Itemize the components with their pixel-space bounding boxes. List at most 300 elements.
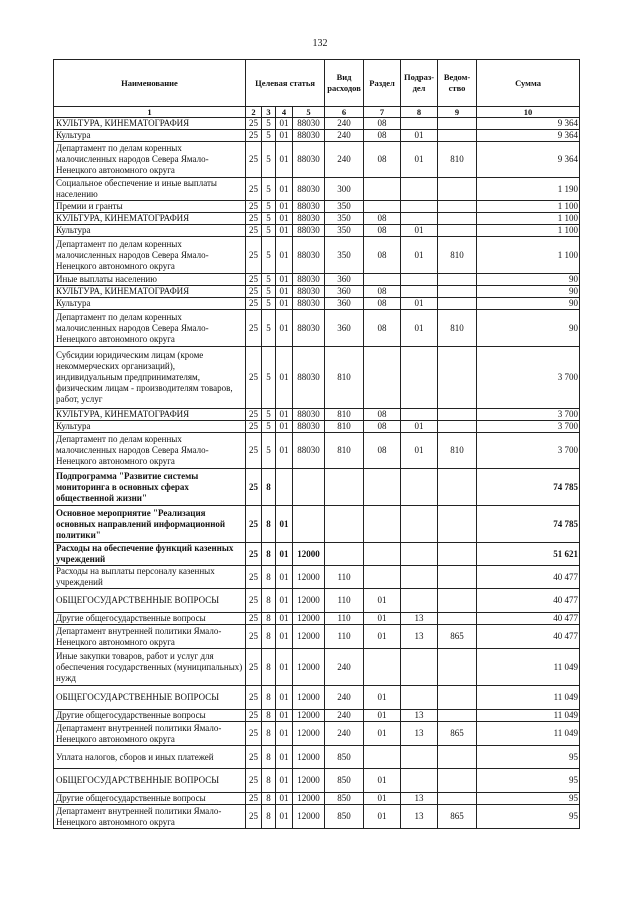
row-direction: 88030 (293, 225, 325, 237)
row-event: 01 (276, 213, 293, 225)
row-sum: 1 100 (477, 225, 580, 237)
row-event: 01 (276, 225, 293, 237)
row-program: 25 (246, 793, 262, 805)
row-direction: 88030 (293, 118, 325, 130)
row-vedomstvo (438, 286, 477, 298)
row-name: Другие общегосударственные вопросы (54, 793, 246, 805)
row-program: 25 (246, 130, 262, 142)
table-row (54, 805, 580, 829)
row-sum: 90 (477, 310, 580, 347)
table-row (54, 469, 580, 506)
header-podrazdel: Подраз-дел (401, 60, 438, 107)
table-row (54, 347, 580, 409)
row-event: 01 (276, 625, 293, 649)
table-row (54, 421, 580, 433)
row-program: 25 (246, 722, 262, 746)
row-razdel (364, 649, 401, 686)
row-name: Основное мероприятие "Реализация основных направлений информационной политики" (54, 506, 246, 543)
row-event: 01 (276, 310, 293, 347)
row-podrazdel: 13 (401, 710, 438, 722)
row-name: Премии и гранты (54, 201, 246, 213)
row-podrazdel: 01 (401, 433, 438, 469)
row-direction: 12000 (293, 686, 325, 710)
row-name: КУЛЬТУРА, КИНЕМАТОГРАФИЯ (54, 213, 246, 225)
row-podrazdel (401, 506, 438, 543)
row-sum: 1 190 (477, 178, 580, 201)
row-name: Культура (54, 225, 246, 237)
table-row (54, 142, 580, 178)
table-body (54, 118, 580, 829)
column-number: 3 (262, 107, 276, 118)
row-razdel (364, 506, 401, 543)
row-name: ОБЩЕГОСУДАРСТВЕННЫЕ ВОПРОСЫ (54, 686, 246, 710)
row-program: 25 (246, 589, 262, 613)
row-event: 01 (276, 201, 293, 213)
row-sum: 51 621 (477, 543, 580, 566)
row-podrazdel (401, 746, 438, 769)
row-podrazdel (401, 201, 438, 213)
row-vedomstvo: 810 (438, 142, 477, 178)
row-vid: 240 (325, 710, 364, 722)
table-row (54, 686, 580, 710)
row-podrazdel (401, 589, 438, 613)
row-sum: 40 477 (477, 613, 580, 625)
row-vedomstvo (438, 178, 477, 201)
row-vedomstvo (438, 201, 477, 213)
row-program: 25 (246, 649, 262, 686)
row-sum: 90 (477, 274, 580, 286)
row-subprogram: 8 (262, 566, 276, 589)
row-sum: 3 700 (477, 421, 580, 433)
row-direction: 88030 (293, 178, 325, 201)
row-name: ОБЩЕГОСУДАРСТВЕННЫЕ ВОПРОСЫ (54, 769, 246, 793)
row-vedomstvo (438, 409, 477, 421)
table-row (54, 649, 580, 686)
row-name: Культура (54, 421, 246, 433)
table-row (54, 118, 580, 130)
row-vid: 360 (325, 310, 364, 347)
row-razdel: 01 (364, 625, 401, 649)
row-name: ОБЩЕГОСУДАРСТВЕННЫЕ ВОПРОСЫ (54, 589, 246, 613)
row-program: 25 (246, 769, 262, 793)
row-razdel (364, 274, 401, 286)
row-vedomstvo (438, 225, 477, 237)
row-name: Департамент внутренней политики Ямало-Ненецкого автономного округа (54, 805, 246, 829)
row-sum: 3 700 (477, 347, 580, 409)
header-vid: Вид расходов (325, 60, 364, 107)
row-vedomstvo: 865 (438, 805, 477, 829)
row-program: 25 (246, 310, 262, 347)
row-razdel (364, 201, 401, 213)
budget-table (53, 59, 580, 829)
table-row (54, 213, 580, 225)
row-sum: 9 364 (477, 130, 580, 142)
row-vid: 810 (325, 433, 364, 469)
row-subprogram: 8 (262, 469, 276, 506)
row-podrazdel: 13 (401, 613, 438, 625)
row-razdel (364, 178, 401, 201)
row-vedomstvo (438, 213, 477, 225)
row-vedomstvo (438, 589, 477, 613)
row-podrazdel (401, 118, 438, 130)
row-sum: 95 (477, 769, 580, 793)
row-program: 25 (246, 286, 262, 298)
row-subprogram: 8 (262, 722, 276, 746)
row-direction: 88030 (293, 433, 325, 469)
row-direction: 12000 (293, 769, 325, 793)
row-podrazdel (401, 274, 438, 286)
row-subprogram: 5 (262, 130, 276, 142)
row-subprogram: 8 (262, 769, 276, 793)
row-vid: 810 (325, 409, 364, 421)
row-program: 25 (246, 118, 262, 130)
row-sum: 1 100 (477, 213, 580, 225)
row-subprogram: 5 (262, 409, 276, 421)
table-row (54, 746, 580, 769)
column-number-row (54, 107, 580, 118)
row-name: Департамент по делам коренных малочисленных народов Севера Ямало-Ненецкого автономного округа (54, 142, 246, 178)
row-podrazdel (401, 543, 438, 566)
row-event: 01 (276, 566, 293, 589)
row-subprogram: 5 (262, 274, 276, 286)
column-number: 6 (325, 107, 364, 118)
row-razdel: 01 (364, 589, 401, 613)
row-direction (293, 506, 325, 543)
row-razdel: 01 (364, 613, 401, 625)
row-direction: 12000 (293, 805, 325, 829)
row-vedomstvo (438, 566, 477, 589)
row-direction: 88030 (293, 130, 325, 142)
row-event: 01 (276, 793, 293, 805)
row-vid: 350 (325, 213, 364, 225)
row-sum: 11 049 (477, 686, 580, 710)
row-vedomstvo (438, 793, 477, 805)
column-number: 9 (438, 107, 477, 118)
row-podrazdel (401, 769, 438, 793)
row-program: 25 (246, 566, 262, 589)
row-program: 25 (246, 274, 262, 286)
row-event: 01 (276, 506, 293, 543)
row-program: 25 (246, 409, 262, 421)
row-subprogram: 8 (262, 746, 276, 769)
table-row (54, 433, 580, 469)
row-vid: 360 (325, 298, 364, 310)
row-program: 25 (246, 543, 262, 566)
row-podrazdel: 01 (401, 298, 438, 310)
row-event: 01 (276, 543, 293, 566)
header-vedomstvo: Ведом-ство (438, 60, 477, 107)
row-program: 25 (246, 433, 262, 469)
row-vedomstvo: 810 (438, 310, 477, 347)
row-program: 25 (246, 237, 262, 274)
page-number: 132 (312, 38, 328, 49)
row-podrazdel: 13 (401, 805, 438, 829)
row-vid: 350 (325, 201, 364, 213)
table-row (54, 722, 580, 746)
table-row (54, 409, 580, 421)
row-direction: 88030 (293, 274, 325, 286)
row-direction: 88030 (293, 213, 325, 225)
row-name: КУЛЬТУРА, КИНЕМАТОГРАФИЯ (54, 118, 246, 130)
row-event: 01 (276, 589, 293, 613)
row-vid: 810 (325, 347, 364, 409)
row-name: Департамент по делам коренных малочисленных народов Севера Ямало-Ненецкого автономного округа (54, 237, 246, 274)
row-event: 01 (276, 298, 293, 310)
row-name: Культура (54, 130, 246, 142)
row-name: Субсидии юридическим лицам (кроме некоммерческих организаций), индивидуальным предпринимателям, физическим лицам - производителям товаров, работ, услуг (54, 347, 246, 409)
row-podrazdel: 01 (401, 130, 438, 142)
row-vedomstvo: 865 (438, 722, 477, 746)
row-direction: 12000 (293, 722, 325, 746)
row-podrazdel (401, 409, 438, 421)
row-podrazdel: 01 (401, 142, 438, 178)
row-razdel (364, 347, 401, 409)
row-razdel: 01 (364, 793, 401, 805)
row-name: Иные выплаты населению (54, 274, 246, 286)
row-podrazdel (401, 469, 438, 506)
row-vid: 110 (325, 625, 364, 649)
row-razdel (364, 543, 401, 566)
row-direction: 88030 (293, 409, 325, 421)
row-podrazdel (401, 286, 438, 298)
row-razdel: 01 (364, 710, 401, 722)
row-podrazdel (401, 213, 438, 225)
row-vid (325, 506, 364, 543)
row-subprogram: 8 (262, 793, 276, 805)
row-subprogram: 5 (262, 421, 276, 433)
row-name: КУЛЬТУРА, КИНЕМАТОГРАФИЯ (54, 286, 246, 298)
row-razdel: 08 (364, 237, 401, 274)
row-podrazdel: 13 (401, 625, 438, 649)
row-sum: 1 100 (477, 201, 580, 213)
row-razdel: 08 (364, 310, 401, 347)
row-event: 01 (276, 178, 293, 201)
row-podrazdel: 13 (401, 722, 438, 746)
row-razdel: 08 (364, 130, 401, 142)
header-razdel: Раздел (364, 60, 401, 107)
row-event: 01 (276, 769, 293, 793)
row-subprogram: 8 (262, 506, 276, 543)
row-subprogram: 5 (262, 201, 276, 213)
row-name: Департамент внутренней политики Ямало-Ненецкого автономного округа (54, 722, 246, 746)
row-vid: 300 (325, 178, 364, 201)
row-event: 01 (276, 746, 293, 769)
row-podrazdel (401, 649, 438, 686)
row-event: 01 (276, 722, 293, 746)
row-program: 25 (246, 805, 262, 829)
row-vedomstvo (438, 769, 477, 793)
row-direction: 12000 (293, 625, 325, 649)
row-name: Социальное обеспечение и иные выплаты населению (54, 178, 246, 201)
row-razdel: 08 (364, 433, 401, 469)
row-vid: 240 (325, 130, 364, 142)
row-event: 01 (276, 433, 293, 469)
row-subprogram: 5 (262, 237, 276, 274)
table-row (54, 201, 580, 213)
row-razdel: 01 (364, 722, 401, 746)
row-vid: 240 (325, 722, 364, 746)
header-name: Наименование (54, 60, 246, 107)
row-sum: 3 700 (477, 409, 580, 421)
row-vedomstvo: 865 (438, 625, 477, 649)
row-event: 01 (276, 118, 293, 130)
table-row (54, 589, 580, 613)
row-event: 01 (276, 421, 293, 433)
table-row (54, 769, 580, 793)
row-program: 25 (246, 421, 262, 433)
table-row (54, 506, 580, 543)
row-sum: 11 049 (477, 649, 580, 686)
table-row (54, 274, 580, 286)
table-row (54, 566, 580, 589)
row-razdel: 01 (364, 805, 401, 829)
row-vid: 360 (325, 286, 364, 298)
row-subprogram: 5 (262, 310, 276, 347)
row-vid (325, 469, 364, 506)
row-podrazdel: 01 (401, 237, 438, 274)
table-row (54, 613, 580, 625)
row-razdel: 08 (364, 409, 401, 421)
row-sum: 95 (477, 746, 580, 769)
row-vid: 350 (325, 237, 364, 274)
row-program: 25 (246, 201, 262, 213)
row-sum: 40 477 (477, 625, 580, 649)
row-vedomstvo (438, 746, 477, 769)
row-vid: 240 (325, 686, 364, 710)
row-direction: 12000 (293, 649, 325, 686)
row-event: 01 (276, 142, 293, 178)
row-sum: 1 100 (477, 237, 580, 274)
row-vid: 110 (325, 613, 364, 625)
row-direction: 12000 (293, 613, 325, 625)
row-direction: 88030 (293, 286, 325, 298)
row-subprogram: 5 (262, 118, 276, 130)
row-subprogram: 8 (262, 686, 276, 710)
row-subprogram: 8 (262, 625, 276, 649)
row-vedomstvo (438, 686, 477, 710)
row-program: 25 (246, 469, 262, 506)
header-row (54, 60, 580, 107)
row-program: 25 (246, 686, 262, 710)
row-program: 25 (246, 613, 262, 625)
row-name: Департамент по делам коренных малочисленных народов Севера Ямало-Ненецкого автономного округа (54, 433, 246, 469)
row-event: 01 (276, 347, 293, 409)
row-subprogram: 8 (262, 613, 276, 625)
row-vid (325, 543, 364, 566)
row-razdel: 01 (364, 769, 401, 793)
row-razdel: 08 (364, 298, 401, 310)
row-program: 25 (246, 506, 262, 543)
row-razdel: 08 (364, 225, 401, 237)
row-event: 01 (276, 613, 293, 625)
row-name: Департамент по делам коренных малочисленных народов Севера Ямало-Ненецкого автономного округа (54, 310, 246, 347)
column-number: 10 (477, 107, 580, 118)
row-sum: 74 785 (477, 506, 580, 543)
table-row (54, 225, 580, 237)
row-vedomstvo (438, 649, 477, 686)
row-vedomstvo (438, 347, 477, 409)
row-vedomstvo (438, 710, 477, 722)
column-number: 8 (401, 107, 438, 118)
row-direction: 12000 (293, 710, 325, 722)
row-direction: 12000 (293, 793, 325, 805)
row-event: 01 (276, 649, 293, 686)
row-razdel (364, 469, 401, 506)
column-number: 2 (246, 107, 262, 118)
table-row (54, 310, 580, 347)
row-direction: 12000 (293, 746, 325, 769)
row-subprogram: 8 (262, 710, 276, 722)
row-event: 01 (276, 286, 293, 298)
row-podrazdel (401, 686, 438, 710)
row-sum: 40 477 (477, 566, 580, 589)
row-vedomstvo: 810 (438, 237, 477, 274)
row-vid: 240 (325, 118, 364, 130)
row-program: 25 (246, 225, 262, 237)
row-sum: 9 364 (477, 118, 580, 130)
table-row (54, 237, 580, 274)
row-event: 01 (276, 805, 293, 829)
row-podrazdel: 01 (401, 310, 438, 347)
row-sum: 74 785 (477, 469, 580, 506)
row-subprogram: 8 (262, 543, 276, 566)
row-vedomstvo: 810 (438, 433, 477, 469)
row-sum: 90 (477, 298, 580, 310)
header-target: Целевая статья (246, 60, 325, 107)
row-sum: 40 477 (477, 589, 580, 613)
row-subprogram: 5 (262, 347, 276, 409)
row-sum: 3 700 (477, 433, 580, 469)
row-direction: 12000 (293, 566, 325, 589)
row-sum: 95 (477, 793, 580, 805)
row-vid: 110 (325, 589, 364, 613)
row-name: Другие общегосударственные вопросы (54, 710, 246, 722)
row-vedomstvo (438, 506, 477, 543)
row-event: 01 (276, 130, 293, 142)
row-podrazdel: 01 (401, 225, 438, 237)
row-subprogram: 5 (262, 298, 276, 310)
row-vid: 240 (325, 649, 364, 686)
row-vid: 850 (325, 746, 364, 769)
row-name: Расходы на выплаты персоналу казенных учреждений (54, 566, 246, 589)
row-name: КУЛЬТУРА, КИНЕМАТОГРАФИЯ (54, 409, 246, 421)
column-number: 7 (364, 107, 401, 118)
row-podrazdel (401, 347, 438, 409)
row-vid: 360 (325, 274, 364, 286)
row-name: Департамент внутренней политики Ямало-Ненецкого автономного округа (54, 625, 246, 649)
row-podrazdel: 13 (401, 793, 438, 805)
row-vid: 110 (325, 566, 364, 589)
table-row (54, 710, 580, 722)
row-direction: 88030 (293, 421, 325, 433)
row-vid: 850 (325, 805, 364, 829)
row-direction: 88030 (293, 310, 325, 347)
row-name: Уплата налогов, сборов и иных платежей (54, 746, 246, 769)
row-vedomstvo (438, 613, 477, 625)
row-direction: 88030 (293, 298, 325, 310)
row-podrazdel (401, 566, 438, 589)
row-program: 25 (246, 298, 262, 310)
row-razdel: 08 (364, 421, 401, 433)
table-row (54, 625, 580, 649)
header-summa: Сумма (477, 60, 580, 107)
row-razdel: 08 (364, 213, 401, 225)
column-number: 1 (54, 107, 246, 118)
row-subprogram: 8 (262, 649, 276, 686)
table-row (54, 793, 580, 805)
row-vid: 240 (325, 142, 364, 178)
row-vid: 850 (325, 793, 364, 805)
